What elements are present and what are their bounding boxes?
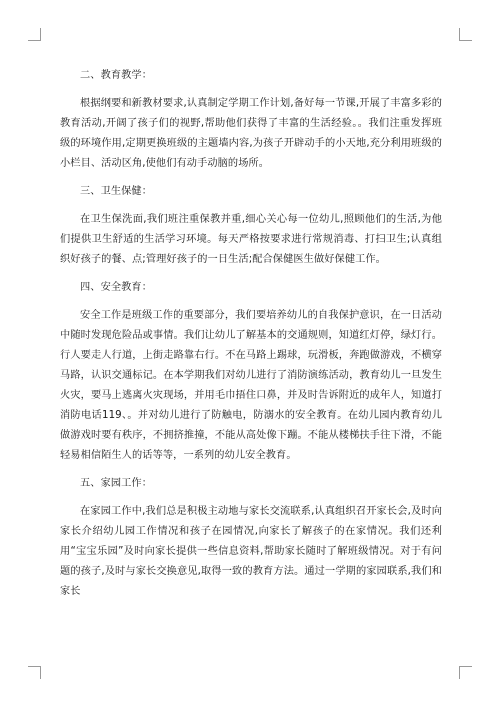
crop-mark-top-left [28,28,41,41]
section-heading-safety: 四、安全教育： [80,282,153,293]
section-heading-home-school: 五、家园工作： [80,478,153,489]
document-body [60,66,442,610]
paragraph-safety: 安全工作是班级工作的重要部分，我们要培养幼儿的自我保护意识，在一日活动中随时发现危险品或事情。我们让幼儿了解基本的交通规则，知道红灯停，绿灯行。行人要走人行道，上街走路靠右行。不在马路上踢球，玩滑板，奔跑做游戏，不横穿马路，认识交通标记。在本学期我们对幼儿进行了消防演练活动，教育幼儿一旦发生火灾，要马上逃离火灾现场，并用毛巾捂住口鼻，并及时告诉附近的成年人，知道打消防电话119、。并对幼儿进行了防触电，防溺水的安全教育。在幼儿园内教育幼儿做游戏时要有秩序，不拥挤推撞，不能从高处像下蹦。不能从楼梯扶手往下滑，不能轻易相信陌生人的话等等，一系列的幼儿安全教育。 [60,310,442,461]
paragraph-health: 在卫生保洗面,我们班注重保教并重,细心关心每一位幼儿,照顾他们的生活,为他们提供卫生舒适的生活学习环境。每天严格按要求进行常规消毒、打扫卫生;认真组织好孩子的餐、点;管理好孩子的一日生活;配合保健医生做好保健工作。 [60,214,442,265]
crop-mark-bottom-left [28,666,41,679]
crop-mark-top-right [459,28,472,41]
paragraph-education: 根据纲要和新教材要求,认真制定学期工作计划,备好每一节课,开展了丰富多彩的教育活动,开阔了孩子们的视野,帮助他们获得了丰富的生活经验。。我们注重发挥班级的环境作用,定期更换班级的主题墙内容,为孩子开辟动手的小天地,充分利用班级的小栏目、活动区角,使他们有动手动脑的场所。 [60,98,442,169]
crop-mark-bottom-right [459,666,472,679]
paragraph-home-school: 在家园工作中,我们总是积极主动地与家长交流联系,认真组织召开家长会,及时向家长介绍幼儿园工作情况和孩子在园情况,向家长了解孩子的在家情况。我们还利用“宝宝乐园”及时向家长提供一些信息资料,帮助家长随时了解班级情况。对于有问题的孩子,及时与家长交换意见,取得一致的教育方法。通过一学期的家园联系,我们和家长 [60,506,442,597]
section-heading-education: 二、教育教学： [80,70,153,81]
section-heading-health: 三、卫生保健： [80,186,153,197]
